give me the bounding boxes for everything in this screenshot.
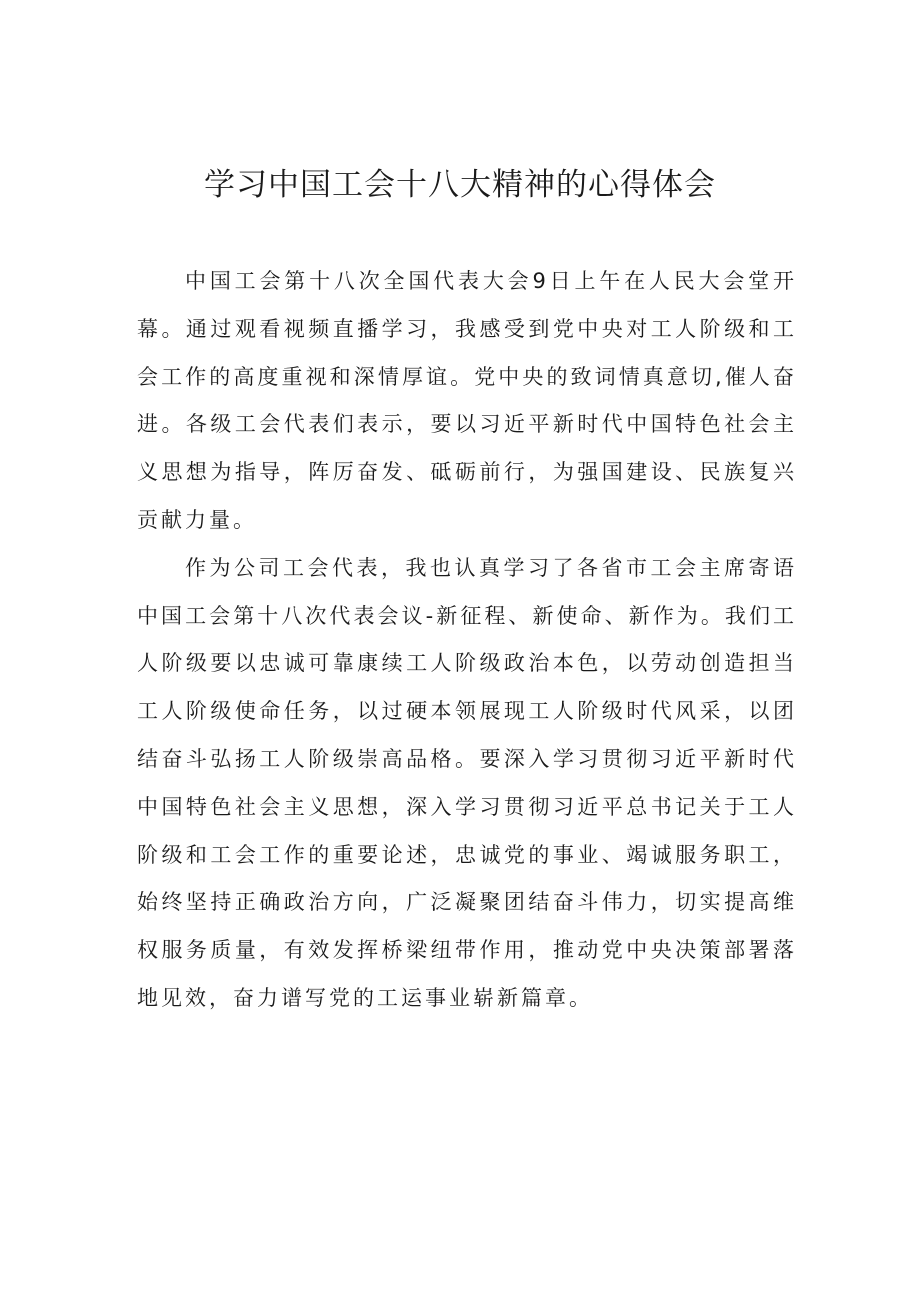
paragraph-1: 中国工会第十八次全国代表大会9日上午在人民大会堂开幕。通过观看视频直播学习，我感受到党中央对工人阶级和工会工作的高度重视和深情厚谊。党中央的致词情真意切,催人奋进。各级工会代表们表示，要以习近平新时代中国特色社会主义思想为指导，阵厉奋发、砥砺前行，为强国建设、民族复兴贡献力量。: [137, 269, 797, 532]
paragraph-2: 作为公司工会代表，我也认真学习了各省市工会主席寄语中国工会第十八次代表会议-新征程、新使命、新作为。我们工人阶级要以忠诚可靠康续工人阶级政治本色，以劳动创造担当工人阶级使命任务，以过硬本领展现工人阶级时代风采，以团结奋斗弘扬工人阶级崇高品格。要深入学习贯彻习近平新时代中国特色社会主义思想，深入学习贯彻习近平总书记关于工人阶级和工会工作的重要论述，忠诚党的事业、竭诚服务职工，始终坚持正确政治方向，广泛凝聚团结奋斗伟力，切实提高维权服务质量，有效发挥桥梁纽带作用，推动党中央决策部署落地见效，奋力谱写党的工运事业崭新篇章。: [137, 555, 797, 1010]
document-body: [137, 258, 797, 1023]
document-title: 学习中国工会十八大精神的心得体会: [204, 167, 716, 203]
